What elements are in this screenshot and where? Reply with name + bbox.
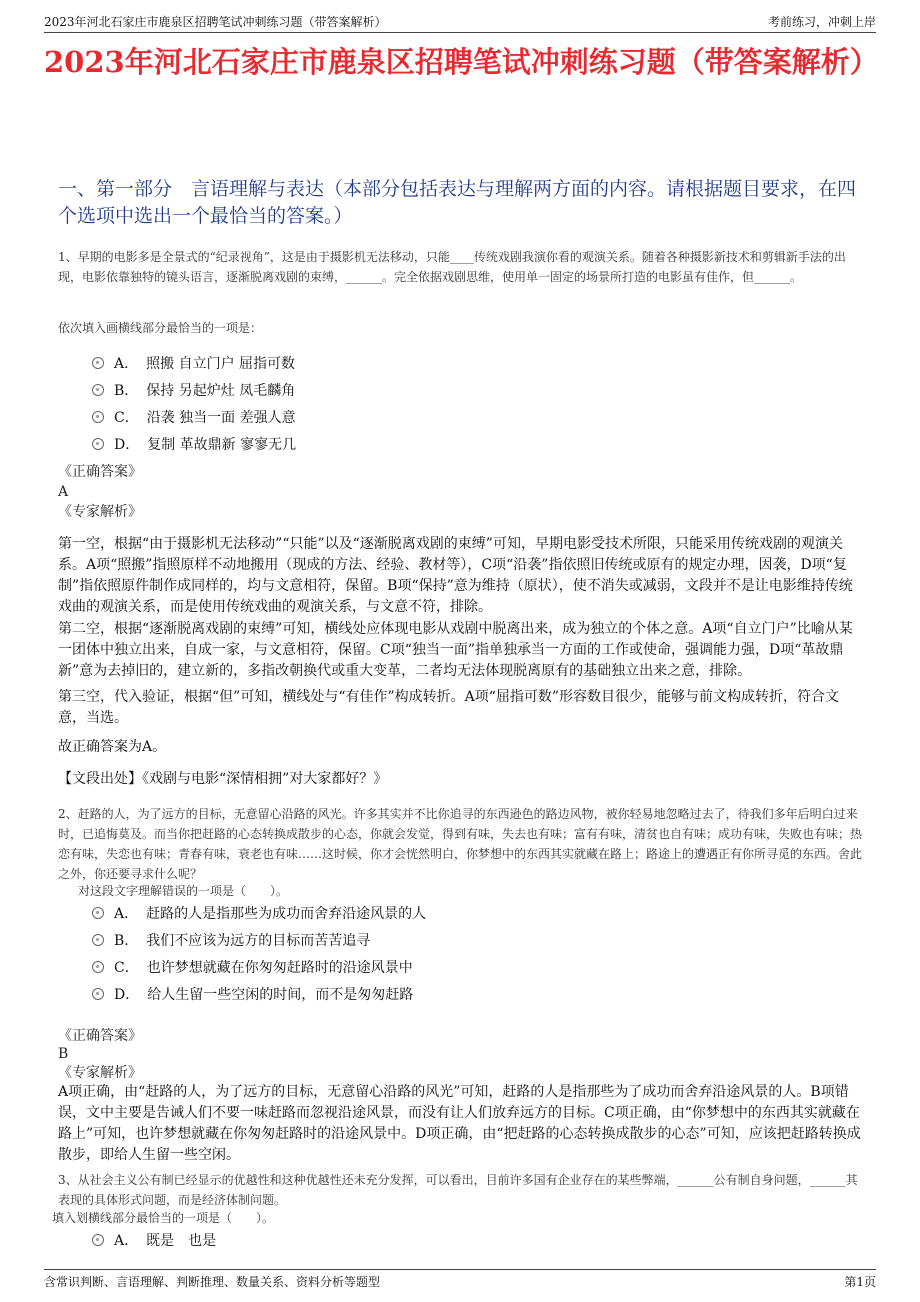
q1-answer-label: 《正确答案》 (58, 464, 142, 480)
q1-option-a[interactable] (92, 352, 295, 374)
q1-analysis-para-3: 第三空，代入验证，根据“但”可知，横线处与“有佳作”构成转折。A项“屈指可数”形容数目很少，能够与前文构成转折，符合文意，当选。 (58, 689, 840, 726)
q2-answer-label: 《正确答案》 (58, 1028, 142, 1044)
q1-analysis-para-4: 故正确答案为A。 (58, 739, 167, 755)
header-doc-title: 2023年河北石家庄市鹿泉区招聘笔试冲刺练习题（带答案解析） (44, 15, 387, 29)
option-letter: B． (114, 933, 139, 949)
q3-prompt: 填入划横线部分最恰当的一项是（ ）。 (52, 1211, 275, 1225)
option-letter: C． (114, 960, 139, 976)
q1-option-c[interactable] (92, 406, 296, 428)
page-footer (44, 1269, 876, 1289)
radio-icon[interactable] (92, 934, 104, 946)
section-heading: 一、第一部分 言语理解与表达（本部分包括表达与理解两方面的内容。请根据题目要求，在四个选项中选出一个最恰当的答案。） (58, 178, 857, 227)
option-text: 给人生留一些空闲的时间，而不是匆匆赶路 (147, 987, 414, 1003)
page-number: 第1页 (844, 1275, 876, 1289)
option-text: 也许梦想就藏在你匆匆赶路时的沿途风景中 (146, 960, 413, 976)
q1-analysis-label: 《专家解析》 (58, 504, 142, 520)
option-text: 复制 革故鼎新 寥寥无几 (147, 437, 297, 453)
q2-analysis: A项正确，由“赶路的人，为了远方的目标，无意留心沿路的风光”可知，赶路的人是指那些为了成功而舍弃沿途风景的人。B项错误，文中主要是告诫人们不要一味赶路而忽视沿途风景，而没有让人们放弃远方的目标。C项正确，由“你梦想中的东西其实就藏在路上”可知，也许梦想就藏在你匆匆赶路时的沿途风景中。D项正确，由“把赶路的心态转换成散步的心态”可知，应该把赶路转换成散步，即给人生留一些空闲。 (58, 1084, 861, 1163)
page-title: 2023年河北石家庄市鹿泉区招聘笔试冲刺练习题（带答案解析） (44, 45, 879, 79)
footer-description: 含常识判断、言语理解、判断推理、数量关系、资料分析等题型 (44, 1275, 381, 1289)
radio-icon[interactable] (92, 907, 104, 919)
option-letter: A． (114, 356, 139, 372)
q1-stem: 1、早期的电影多是全景式的“纪录视角”，这是由于摄影机无法移动，只能____传统戏剧我演你看的观演关系。随着各种摄影新技术和剪辑新手法的出现，电影依靠独特的镜头语言，逐渐脱离戏剧的束缚，______。完全依据戏剧思维，使用单一固定的场景所打造的电影虽有佳作，但______。 (58, 250, 846, 284)
option-text: 赶路的人是指那些为成功而舍弃沿途风景的人 (146, 906, 427, 922)
q2-analysis-label: 《专家解析》 (58, 1065, 142, 1081)
q2-stem: 2、赶路的人，为了远方的目标，无意留心沿路的风光。许多其实并不比你追寻的东西逊色的路边风物，被你轻易地忽略过去了，待我们多年后明白过来时，已追悔莫及。而当你把赶路的心态转换成散步的心态，你就会发觉，得到有味，失去也有味；富有有味，清贫也自有味；成功有味，失败也有味；热恋有味，失恋也有味；青春有味，衰老也有味……这时候，你才会恍然明白，你梦想中的东西其实就藏在路上；路途上的遭遇正有你所寻觅的东西。舍此之外，你还要寻求什么呢？ (58, 807, 863, 881)
q2-option-d[interactable] (92, 983, 413, 1005)
radio-icon[interactable] (92, 438, 104, 450)
q1-answer: A (58, 484, 69, 500)
q1-analysis-para-2: 第二空，根据“逐渐脱离戏剧的束缚”可知，横线处应体现电影从戏剧中脱离出来，成为独立的个体之意。A项“自立门户”比喻从某一团体中独立出来，自成一家，与文意相符，保留。C项“独当一面”指单独承当一方面的工作或使命，强调能力强，D项“革故鼎新”意为去掉旧的，建立新的，多指改朝换代或重大变革，二者均无法体现脱离原有的基础独立出来之意，排除。 (58, 621, 853, 679)
radio-icon[interactable] (92, 357, 104, 369)
q3-option-a[interactable] (92, 1229, 216, 1251)
option-text: 保持 另起炉灶 凤毛麟角 (146, 383, 296, 399)
header-slogan: 考前练习，冲刺上岸 (767, 15, 876, 29)
q3-stem: 3、从社会主义公有制已经显示的优越性和这种优越性还未充分发挥，可以看出，目前许多国有企业存在的某些弊端，______公有制自身问题，______其表现的具体形式问题，而是经济体制问题。 (58, 1173, 858, 1207)
option-letter: D． (114, 987, 140, 1003)
option-text: 照搬 自立门户 屈指可数 (146, 356, 296, 372)
q1-option-d[interactable] (92, 433, 296, 455)
radio-icon[interactable] (92, 988, 104, 1000)
q1-prompt: 依次填入画横线部分最恰当的一项是： (58, 321, 263, 335)
radio-icon[interactable] (92, 961, 104, 973)
q2-answer: B (58, 1046, 69, 1062)
q2-option-c[interactable] (92, 956, 413, 978)
page-header (44, 13, 876, 33)
option-letter: A． (114, 1233, 139, 1249)
q2-option-a[interactable] (92, 902, 426, 924)
q1-analysis-para-1: 第一空，根据“由于摄影机无法移动”“只能”以及“逐渐脱离戏剧的束缚”可知，早期电影受技术所限，只能采用传统戏剧的观演关系。A项“照搬”指照原样不动地搬用（现成的方法、经验、教材等），C项“沿袭”指依照旧传统或原有的规定办理，因袭，D项“复制”指依照原件制作成同样的，均与文意相符，保留。B项“保持”意为维持（原状），使不消失或减弱，文段并不是让电影维持传统戏曲的观演关系，而是使用传统戏曲的观演关系，与文意不符，排除。 (58, 536, 853, 615)
option-text: 沿袭 独当一面 差强人意 (146, 410, 296, 426)
option-text: 既是 也是 (146, 1233, 217, 1249)
q2-prompt: 对这段文字理解错误的一项是（ ）。 (78, 884, 289, 898)
option-letter: D． (114, 437, 140, 453)
q1-option-b[interactable] (92, 379, 295, 401)
option-letter: C． (114, 410, 139, 426)
q1-source: 【文段出处】《戏剧与电影“深情相拥”对大家都好？》 (58, 771, 388, 787)
radio-icon[interactable] (92, 1234, 104, 1246)
radio-icon[interactable] (92, 411, 104, 423)
option-text: 我们不应该为远方的目标而苦苦追寻 (146, 933, 371, 949)
option-letter: A． (114, 906, 139, 922)
radio-icon[interactable] (92, 384, 104, 396)
option-letter: B． (114, 383, 139, 399)
q2-option-b[interactable] (92, 929, 370, 951)
